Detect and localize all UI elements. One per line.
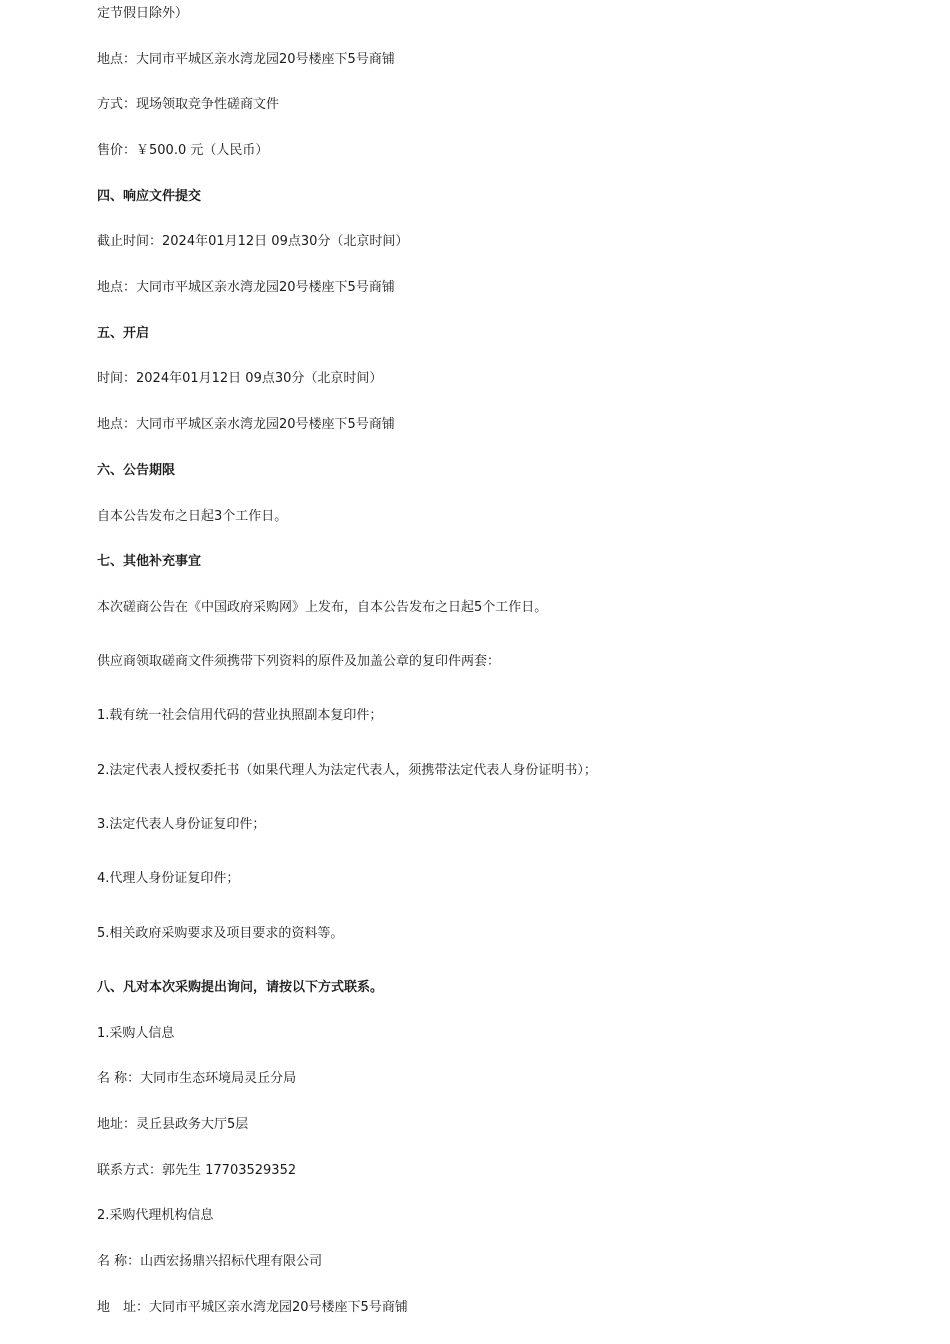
section-heading: 五、开启	[97, 326, 150, 341]
section-heading: 七、其他补充事宜	[97, 554, 202, 569]
list-item: 4.代理人身份证复印件；	[97, 871, 240, 886]
text-line: 本次磋商公告在《中国政府采购网》上发布，自本公告发布之日起5个工作日。	[97, 600, 548, 615]
list-item: 5.相关政府采购要求及项目要求的资料等。	[97, 926, 344, 941]
text-line: 联系方式：郭先生 17703529352	[97, 1163, 297, 1178]
text-line: 截止时间：2024年01月12日 09点30分（北京时间）	[97, 234, 409, 249]
text-line: 方式：现场领取竞争性磋商文件	[97, 97, 280, 112]
list-item: 2.法定代表人授权委托书（如果代理人为法定代表人，须携带法定代表人身份证明书）；	[97, 763, 597, 778]
text-line: 自本公告发布之日起3个工作日。	[97, 509, 288, 524]
text-line: 2.采购代理机构信息	[97, 1208, 214, 1223]
text-line: 地点：大同市平城区亲水湾龙园20号楼座下5号商铺	[97, 417, 395, 432]
list-item: 3.法定代表人身份证复印件；	[97, 817, 266, 832]
text-line: 地 址：大同市平城区亲水湾龙园20号楼座下5号商铺	[97, 1300, 408, 1315]
text-line: 供应商领取磋商文件须携带下列资料的原件及加盖公章的复印件两套：	[97, 654, 501, 669]
section-heading: 六、公告期限	[97, 463, 176, 478]
text-line: 定节假日除外）	[97, 6, 189, 21]
text-line: 名 称：山西宏扬鼎兴招标代理有限公司	[97, 1254, 323, 1269]
text-line: 1.采购人信息	[97, 1026, 175, 1041]
list-item: 1.载有统一社会信用代码的营业执照副本复印件；	[97, 708, 383, 723]
text-line: 售价：￥500.0 元（人民币）	[97, 143, 269, 158]
text-line: 地点：大同市平城区亲水湾龙园20号楼座下5号商铺	[97, 280, 395, 295]
section-heading: 八、凡对本次采购提出询问，请按以下方式联系。	[97, 980, 384, 995]
section-heading: 四、响应文件提交	[97, 189, 202, 204]
text-line: 时间：2024年01月12日 09点30分（北京时间）	[97, 371, 383, 386]
text-line: 名 称：大同市生态环境局灵丘分局	[97, 1071, 297, 1086]
text-line: 地址：灵丘县政务大厅5层	[97, 1117, 249, 1132]
text-line: 地点：大同市平城区亲水湾龙园20号楼座下5号商铺	[97, 52, 395, 67]
